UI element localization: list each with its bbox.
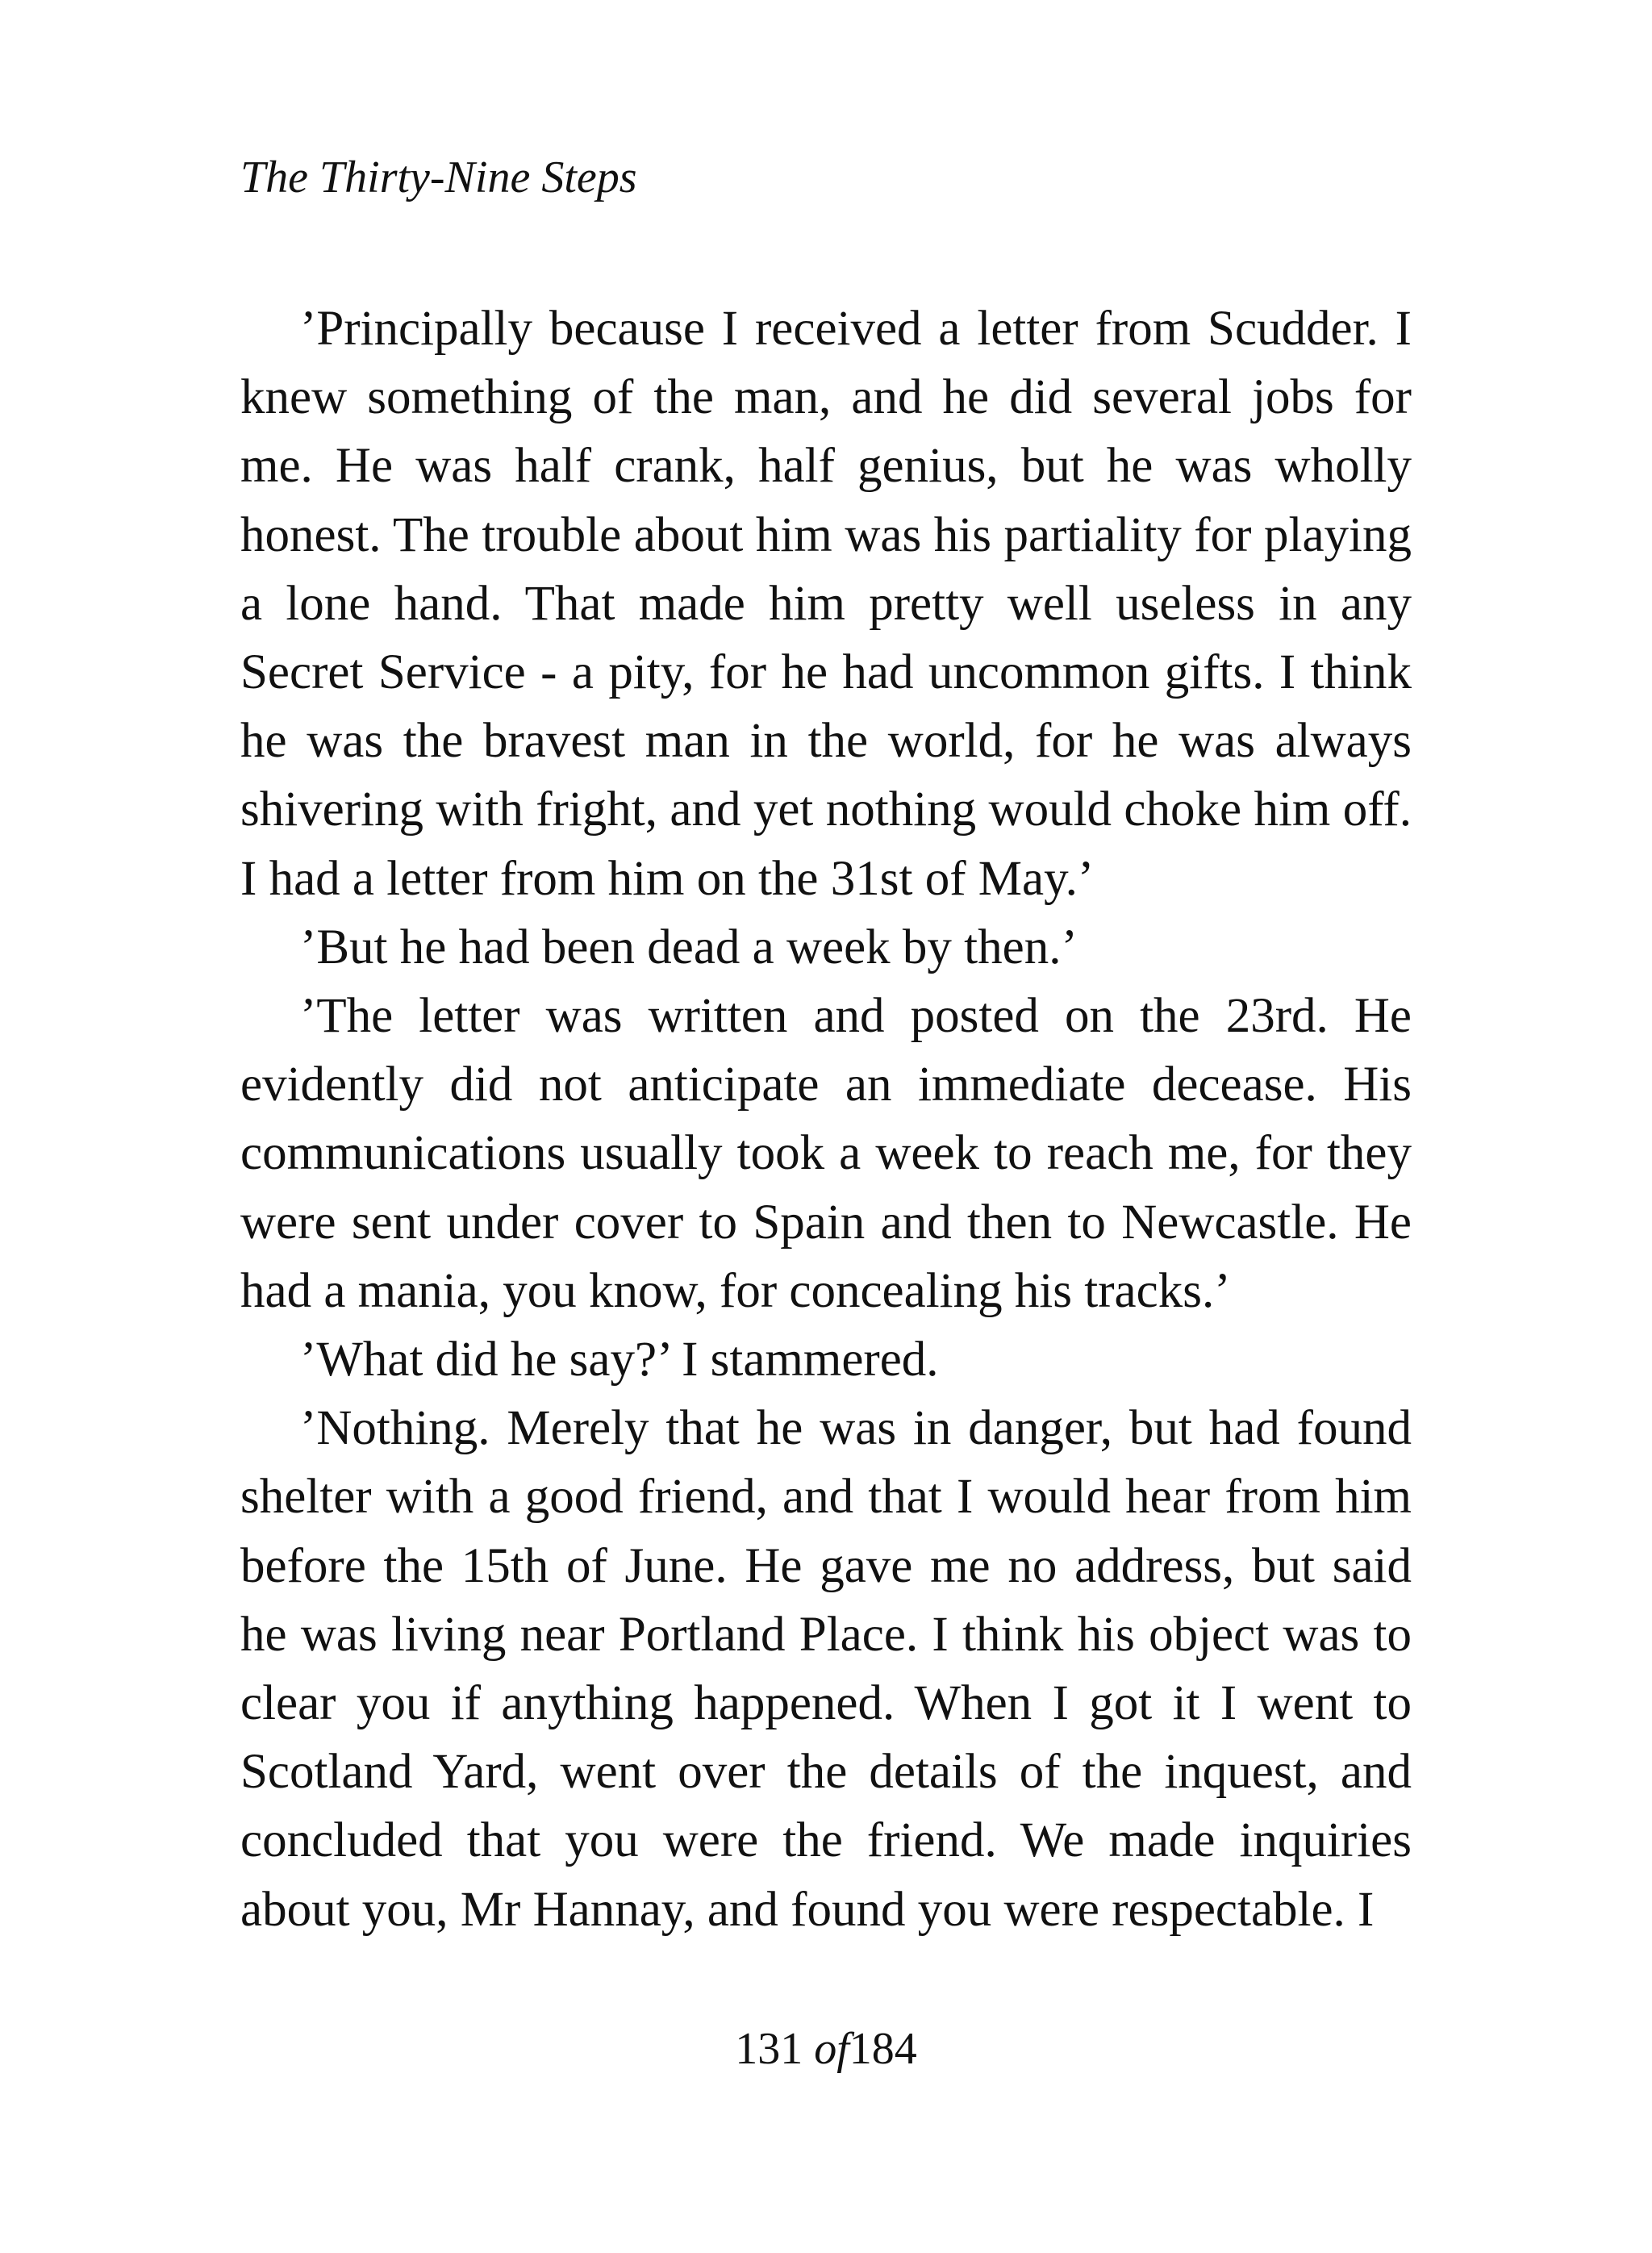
page-number-current: 131 — [735, 2024, 803, 2074]
paragraph: ’What did he say?’ I stammered. — [300, 1333, 939, 1387]
paragraph: ’But he had been dead a week by then.’ — [300, 920, 1078, 974]
page-number-total: 184 — [849, 2024, 917, 2074]
paragraph: ’The letter was written and posted on the 23rd. He evidently did not anticipate an immediate decease. His communications usually took a week to reach me, for they were sent under cover to Spain and then to Newcastle. He had a mania, you know, for concealing his tracks.’ — [240, 989, 1412, 1318]
paragraph: ’Principally because I received a letter from Scudder. I knew something of the man, and he did several jobs for me. He was half crank, half genius, but he was wholly honest. The trouble about him was his partiality for playing a lone hand. That made him pretty well useless in any Secret Service - a pity, for he had uncommon gifts. I think he was the bravest man in the world, for he was always shivering with fright, and yet nothing would choke him off. I had a letter from him on the 31st of May.’ — [240, 302, 1412, 906]
page-number — [0, 2017, 1652, 2081]
paragraph: ’Nothing. Merely that he was in danger, but had found shelter with a good friend, and that I would hear from him before the 15th of June. He gave me no address, but said he was living near Portland Place. I think his object was to clear you if anything happened. When I got it I went to Scotland Yard, went over the details of the inquest, and concluded that you were the friend. We made inquiries about you, Mr Hannay, and found you were respectable. I — [240, 1401, 1412, 1937]
page-number-separator: of — [814, 2024, 849, 2074]
running-header: The Thirty-Nine Steps — [240, 152, 637, 202]
body-text — [240, 294, 1412, 1944]
